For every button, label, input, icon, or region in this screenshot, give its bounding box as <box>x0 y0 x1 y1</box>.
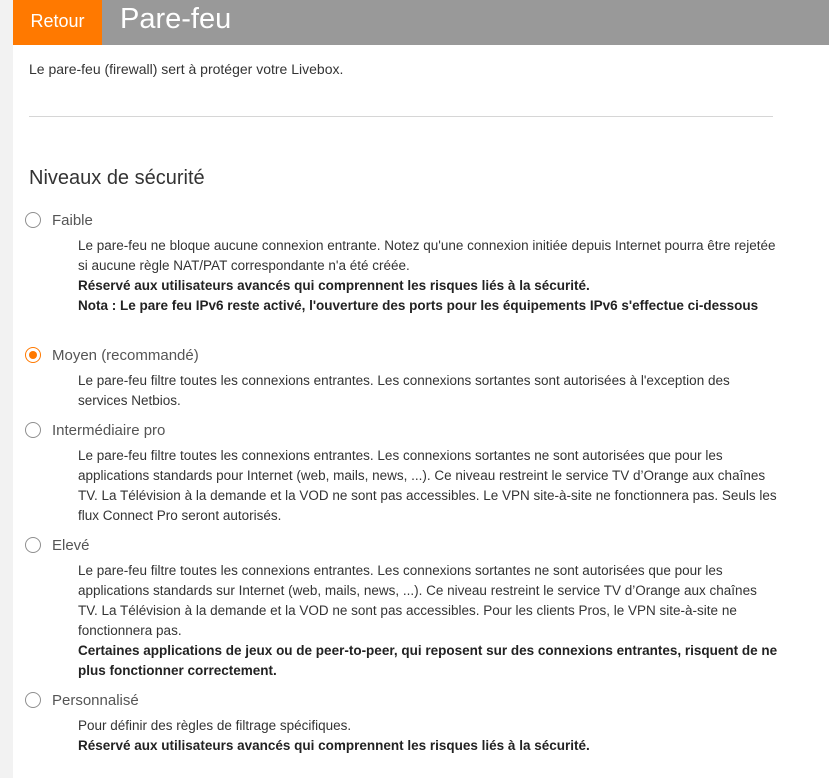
option-label-personnalise[interactable]: Personnalisé <box>52 691 139 709</box>
radio-moyen[interactable] <box>25 347 41 363</box>
option-label-intermediaire-pro[interactable]: Intermédiaire pro <box>52 421 166 439</box>
header-bar <box>13 0 829 45</box>
security-option-moyen <box>25 344 785 411</box>
option-warning-personnalise: Réservé aux utilisateurs avancés qui comprennent les risques liés à la sécurité. <box>78 738 590 753</box>
radio-personnalise[interactable] <box>25 692 41 708</box>
left-margin-strip <box>0 0 13 778</box>
radio-intermediaire-pro[interactable] <box>25 422 41 438</box>
option-desc-moyen <box>78 371 778 411</box>
page-title: Pare-feu <box>120 3 232 35</box>
security-option-eleve <box>25 534 785 681</box>
section-title: Niveaux de sécurité <box>29 167 205 189</box>
option-desc-faible <box>78 236 778 316</box>
option-row-moyen[interactable] <box>25 344 785 366</box>
option-row-eleve[interactable] <box>25 534 785 556</box>
option-desc-personnalise <box>78 716 778 756</box>
option-text-intermediaire-pro: Le pare-feu filtre toutes les connexions entrantes. Les connexions sortantes ne sont autorisées que pour les applications standards pour Internet (web, mails, news, ...). Ce niveau restreint le service TV d’Orange aux chaînes TV. La Télévision à la demande et la VOD ne sont pas accessibles. Le VPN site-à-site ne fonctionnera pas. Seuls les flux Connect Pro seront autorisés. <box>78 448 777 523</box>
radio-faible[interactable] <box>25 212 41 228</box>
security-option-personnalise <box>25 689 785 756</box>
option-label-moyen[interactable]: Moyen (recommandé) <box>52 346 199 364</box>
option-text-personnalise: Pour définir des règles de filtrage spécifiques. <box>78 718 352 733</box>
option-row-intermediaire-pro[interactable] <box>25 419 785 441</box>
back-button[interactable]: Retour <box>13 0 102 45</box>
option-text-eleve: Le pare-feu filtre toutes les connexions entrantes. Les connexions sortantes ne sont autorisées que pour les applications standards sur Internet (web, mails, news, ...). Ce niveau restreint le service TV d’Orange aux chaînes TV. La Télévision à la demande et la VOD ne sont pas accessibles. Pour les clients Pros, le VPN site-à-site ne fonctionnera pas. <box>78 563 757 638</box>
option-text-faible: Le pare-feu ne bloque aucune connexion entrante. Notez qu'une connexion initiée depuis Internet pourra être rejetée si aucune règle NAT/PAT correspondante n'a été créée. <box>78 238 776 273</box>
option-warning-faible: Réservé aux utilisateurs avancés qui comprennent les risques liés à la sécurité. <box>78 278 590 293</box>
option-desc-intermediaire-pro <box>78 446 778 526</box>
option-row-personnalise[interactable] <box>25 689 785 711</box>
option-row-faible[interactable] <box>25 209 785 231</box>
option-label-eleve[interactable]: Elevé <box>52 536 90 554</box>
intro-text: Le pare-feu (firewall) sert à protéger votre Livebox. <box>29 61 344 77</box>
security-option-faible <box>25 209 785 316</box>
option-warning-eleve: Certaines applications de jeux ou de peer-to-peer, qui reposent sur des connexions entrantes, risquent de ne plus fonctionner correctement. <box>78 643 778 678</box>
option-label-faible[interactable]: Faible <box>52 211 93 229</box>
radio-eleve[interactable] <box>25 537 41 553</box>
divider <box>29 116 773 117</box>
option-text-moyen: Le pare-feu filtre toutes les connexions entrantes. Les connexions sortantes sont autorisées à l'exception des services Netbios. <box>78 373 730 408</box>
option-desc-eleve <box>78 561 778 681</box>
security-option-intermediaire-pro <box>25 419 785 526</box>
option-note-faible: Nota : Le pare feu IPv6 reste activé, l'ouverture des ports pour les équipements IPv6 s'effectue ci-dessous <box>78 298 759 313</box>
